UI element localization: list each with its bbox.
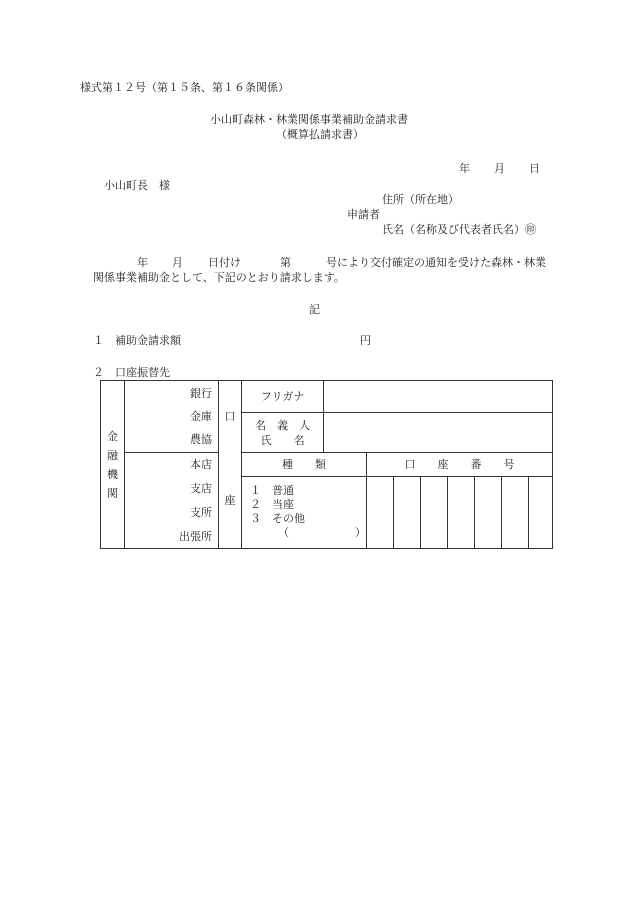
account-digit-cell[interactable] <box>421 477 448 549</box>
furigana-field[interactable] <box>324 381 553 413</box>
document-subtitle: （概算払請求書） <box>276 128 364 141</box>
account-number-header: 口 座 番 号 <box>367 453 553 477</box>
account-label-bottom: 座 <box>219 453 242 549</box>
account-table <box>100 380 553 549</box>
holder-name-label: 名 義 人 氏 名 <box>242 413 324 453</box>
branch-type-cell: 本店 支店 支所 出張所 <box>125 453 219 549</box>
date-year: 年 <box>459 162 470 175</box>
account-digit-cell[interactable] <box>394 477 421 549</box>
body-line1-rest: 号により交付確定の通知を受けた森林・林業 <box>326 256 546 269</box>
ki-heading: 記 <box>309 303 320 316</box>
claim-amount-label: １ 補助金請求額 <box>93 334 181 347</box>
account-digit-cell[interactable] <box>475 477 502 549</box>
account-digit-cell[interactable] <box>529 477 553 549</box>
document-title: 小山町森林・林業関係事業補助金請求書 <box>210 113 408 126</box>
applicant-role-label: 申請者 <box>347 208 380 221</box>
account-digit-cell[interactable] <box>448 477 475 549</box>
body-month: 月 <box>172 256 183 269</box>
holder-name-field[interactable] <box>324 413 553 453</box>
date-day: 日 <box>529 162 540 175</box>
applicant-name-label: 氏名（名称及び代表者氏名）㊞ <box>382 223 536 236</box>
body-line2: 関係事業補助金として、下記のとおり請求します。 <box>93 271 345 284</box>
transfer-account-label: ２ 口座振替先 <box>93 366 170 379</box>
body-no-prefix: 第 <box>280 256 291 269</box>
claim-amount-unit: 円 <box>360 334 371 347</box>
bank-type-cell: 銀行 金庫 農協 <box>125 381 219 453</box>
form-number: 様式第１２号（第１５条、第１６条関係） <box>80 81 289 94</box>
addressee: 小山町長 様 <box>104 179 170 192</box>
body-date-suffix: 日付け <box>208 256 241 269</box>
financial-institution-label: 金 融 機 関 <box>101 381 125 549</box>
furigana-label: フリガナ <box>242 381 324 413</box>
account-type-options: １ 普通 ２ 当座 ３ その他 （ ） <box>242 477 367 549</box>
account-label-top: 口 <box>219 381 242 453</box>
account-digit-cell[interactable] <box>367 477 394 549</box>
applicant-address-label: 住所（所在地） <box>382 193 459 206</box>
body-year: 年 <box>137 256 148 269</box>
account-digit-cell[interactable] <box>502 477 529 549</box>
account-type-header: 種 類 <box>242 453 367 477</box>
date-month: 月 <box>494 162 505 175</box>
